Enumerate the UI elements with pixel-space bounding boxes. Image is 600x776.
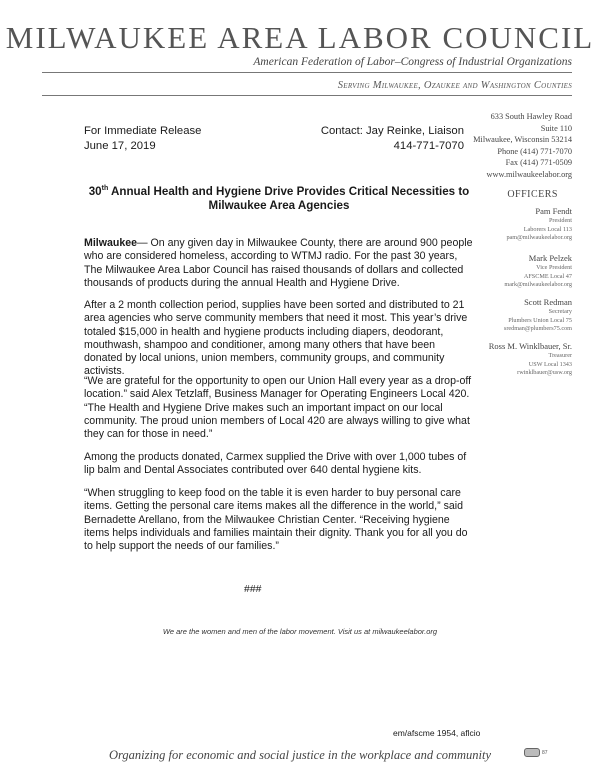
officer-email: pam@milwaukeelabor.org (506, 234, 572, 241)
serving-counties: Serving Milwaukee, Ozaukee and Washington Counties (337, 80, 572, 91)
footer-code: em/afscme 1954, aflcio (393, 728, 481, 738)
officer-name: Pam Fendt (535, 206, 572, 216)
officer-local: USW Local 1343 (528, 360, 572, 368)
officer-name: Scott Redman (524, 297, 572, 307)
headline-line1: Annual Health and Hygiene Drive Provides Critical Necessities to (108, 184, 470, 198)
officer-email: mark@milwaukeelabor.org (504, 281, 572, 288)
release-info (84, 124, 201, 154)
footer-slogan: We are the women and men of the labor movement. Visit us at milwaukeelabor.org (162, 627, 438, 636)
union-bug-code: 87 (542, 749, 548, 756)
contact-info (290, 124, 464, 154)
headline-ordinal: 30 (88, 184, 102, 198)
officer-role: President (548, 217, 572, 224)
officer-email: sredman@plumbers75.com (503, 325, 572, 332)
end-mark: ### (244, 583, 262, 595)
release-date: June 17, 2019 (84, 140, 156, 152)
officer-role: Secretary (548, 308, 572, 315)
officer-role: Treasurer (548, 352, 572, 359)
officer-name: Mark Pelzek (528, 253, 572, 263)
paragraph-5: “When struggling to keep food on the table it is even harder to buy personal care items. Getting the personal care items makes all the difference in the world,” said Bernadette Arellano, from the Milwaukee Christian Center. “Receiving hygiene items helps individuals and families maintain their dignity. Thank you for all you do to help support the needs of our families.” (84, 487, 468, 553)
address-phone: Phone (414) 771-7070 (497, 146, 572, 156)
paragraph-1-text: — On any given day in Milwaukee County, there are around 900 people who are considered homeless, according to WTMJ radio. For the past 30 years, The Milwaukee Area Labor Council has raised thousands of dollars and collected thousands of products during the annual Health and Hygiene Drive. (84, 237, 473, 289)
header-rule-bottom (42, 95, 572, 96)
footer-tagline: Organizing for economic and social justice in the workplace and community (108, 748, 492, 762)
header-rule-top (42, 72, 572, 73)
paragraph-1 (84, 237, 474, 290)
headline-line2: Milwaukee Area Agencies (208, 199, 350, 213)
address-web: www.milwaukeelabor.org (486, 169, 572, 179)
officer-local: AFSCME Local 47 (523, 272, 572, 280)
dateline: Milwaukee (84, 237, 137, 249)
address-suite: Suite 110 (540, 123, 572, 133)
contact-name: Contact: Jay Reinke, Liaison (320, 125, 464, 137)
officer-name: Ross M. Winklbauer, Sr. (488, 341, 572, 351)
address-city: Milwaukee, Wisconsin 53214 (473, 135, 572, 144)
address-street: 633 South Hawley Road (490, 112, 572, 121)
union-bug-icon (524, 748, 540, 757)
release-label: For Immediate Release (84, 125, 202, 137)
officer-local: Laborers Local 113 (523, 225, 572, 233)
officer-role: Vice President (536, 264, 572, 271)
contact-phone: 414-771-7070 (393, 140, 464, 152)
headline-ordinal-suffix: th (101, 185, 109, 192)
org-name: MILWAUKEE AREA LABOR COUNCIL (5, 20, 595, 55)
address-block (442, 111, 572, 180)
officer-local: Plumbers Union Local 75 (508, 316, 572, 324)
union-bug-logo (524, 748, 548, 757)
address-fax: Fax (414) 771-0509 (505, 158, 572, 167)
press-headline (84, 182, 474, 214)
officers-title: OFFICERS (507, 189, 558, 200)
paragraph-4: Among the products donated, Carmex supplied the Drive with over 1,000 tubes of lip balm and Dental Associates contributed over 640 dental hygiene kits. (84, 451, 467, 477)
affiliation: American Federation of Labor–Congress of Industrial Organizations (253, 56, 572, 68)
officer-email: rwinklbauer@usw.org (517, 369, 572, 376)
paragraph-3: “We are grateful for the opportunity to open our Union Hall every year as a drop-off location.” said Alex Tetzlaff, Business Manager for Operating Engineers Local 420. “The Health and Hygiene Drive makes such an important impact on our local community. The proud union members of Local 420 are always willing to give what they can for those in need.” (84, 375, 472, 441)
paragraph-2: After a 2 month collection period, supplies have been sorted and distributed to 21 area agencies who serve community members that need it most. This year’s drive totaled $15,000 in health and hygiene products including diapers, deodorant, mouthwash, shampoo and conditioner, among many others that have been donated by local unions, union members, community groups, and community activists. (84, 299, 468, 378)
